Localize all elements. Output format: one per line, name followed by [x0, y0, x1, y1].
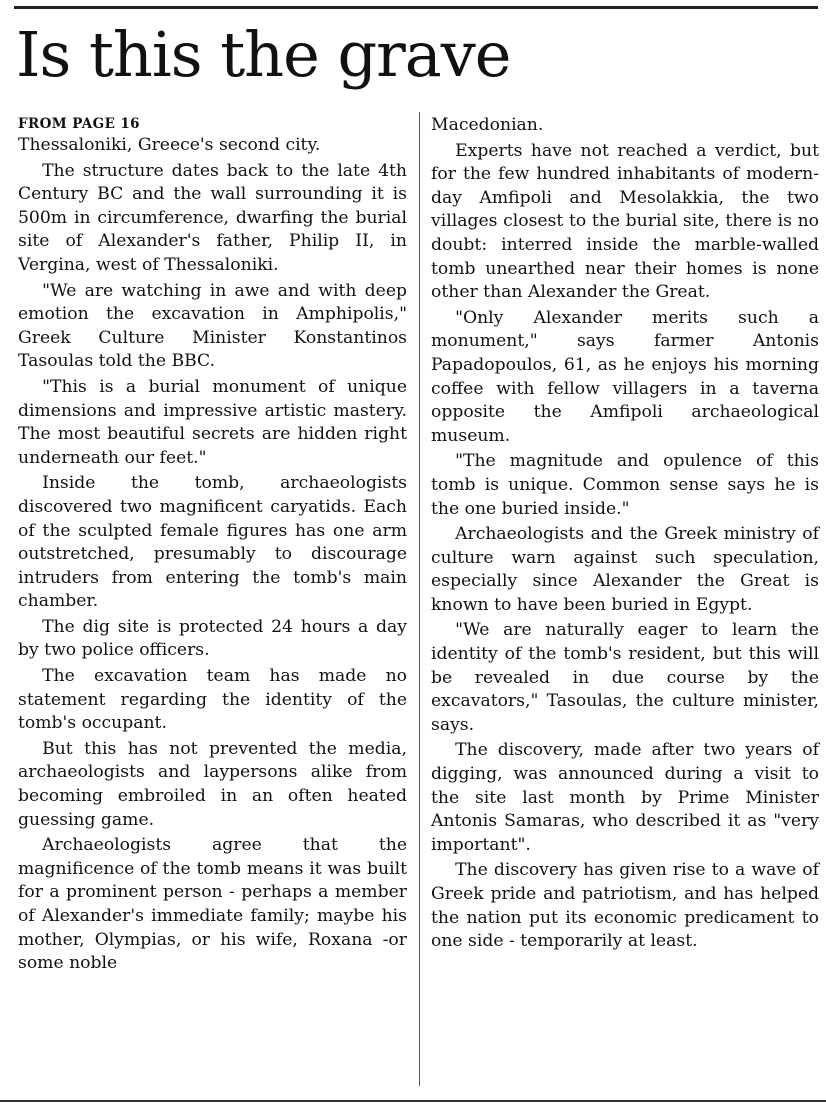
paragraph: "We are naturally eager to learn the identity of the tomb's resident, but this will be revealed in due course by the excavators," Tasoulas, the culture minister, says. [431, 620, 819, 735]
continuation-kicker: FROM PAGE 16 [18, 116, 140, 132]
paragraph: "This is a burial monument of unique dimensions and impressive artistic mastery. The most beautiful secrets are hidden right underneath our feet." [18, 376, 407, 468]
paragraph: The dig site is protected 24 hours a day by two police officers. [18, 616, 407, 661]
paragraph: The structure dates back to the late 4th Century BC and the wall surrounding it is 500m in circumference, dwarfing the burial site of Alexander's father, Philip II, in Vergina, west of Thessaloniki. [18, 160, 407, 275]
paragraph: Archaeologists agree that the magnificence of the tomb means it was built for a prominent person - perhaps a member of Alexander's immediate family; maybe his mother, Olympias, or his wife, Roxana -or some noble [18, 835, 407, 974]
paragraph: "Only Alexander merits such a monument," says farmer Antonis Papadopoulos, 61, as he enjoys his morning coffee with fellow villagers in a taverna opposite the Amfipoli archaeological museum. [431, 307, 819, 446]
paragraph: But this has not prevented the media, archaeologists and laypersons alike from becoming embroiled in an often heated guessing game. [18, 738, 407, 830]
paragraph: Inside the tomb, archaeologists discovered two magnificent caryatids. Each of the sculpted female figures has one arm outstretched, presumably to discourage intruders from entering the tomb's main chamber. [18, 473, 407, 612]
paragraph: The discovery, made after two years of digging, was announced during a visit to the site last month by Prime Minister Antonis Samaras, who described it as "very important". [431, 740, 819, 855]
paragraph: The discovery has given rise to a wave of Greek pride and patriotism, and has helped the nation put its economic predicament to one side - temporarily at least. [431, 860, 819, 952]
article-column-right [431, 114, 819, 956]
column-divider [419, 112, 420, 1086]
article-column-left [18, 114, 407, 978]
bottom-rule [0, 1100, 826, 1102]
paragraph: "We are watching in awe and with deep emotion the excavation in Amphipolis," Greek Culture Minister Konstantinos Tasoulas told the BBC. [18, 280, 407, 372]
paragraph: "The magnitude and opulence of this tomb is unique. Common sense says he is the one buried inside." [431, 451, 819, 519]
paragraph: Macedonian. [431, 115, 544, 135]
paragraph: The excavation team has made no statement regarding the identity of the tomb's occupant. [18, 666, 407, 734]
headline: Is this the grave [16, 18, 511, 91]
paragraph: Experts have not reached a verdict, but for the few hundred inhabitants of modern-day Amfipoli and Mesolakkia, the two villages closest to the burial site, there is no doubt: interred inside the marble-walled tomb unearthed near their homes is none other than Alexander the Great. [431, 140, 819, 303]
top-rule [14, 6, 818, 9]
paragraph: Archaeologists and the Greek ministry of culture warn against such speculation, especially since Alexander the Great is known to have been buried in Egypt. [431, 524, 819, 615]
paragraph: Thessaloniki, Greece's second city. [18, 135, 321, 155]
